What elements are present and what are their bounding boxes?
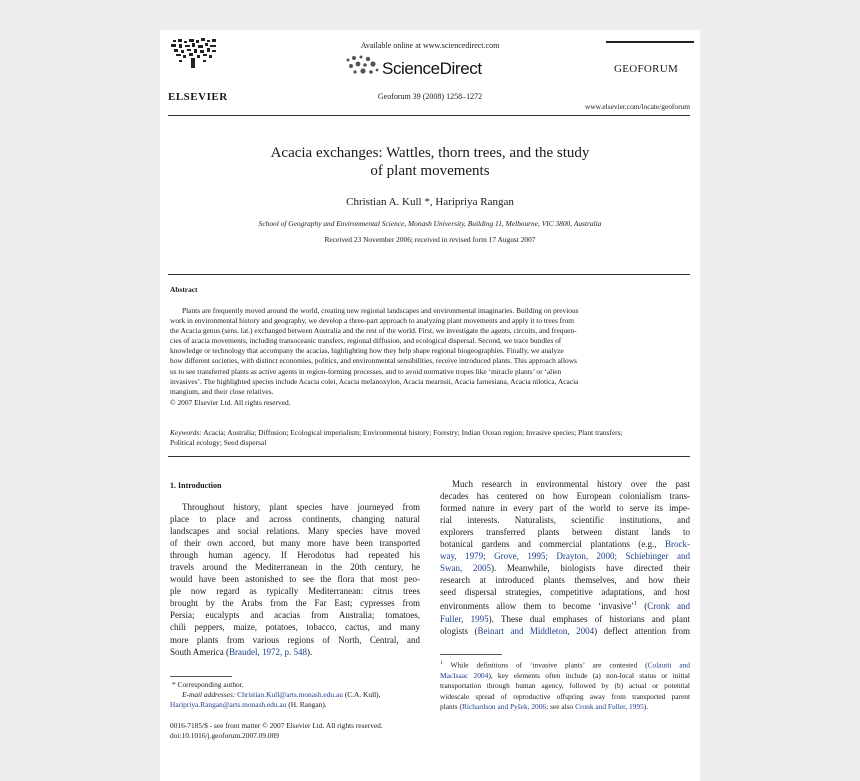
elsevier-tree-logo-icon: [167, 38, 225, 76]
footnote-line: transportation through human agency, followed by (b) actual or potential: [440, 681, 690, 691]
text-line: through human agency. If Herodotus had repeated his: [170, 550, 420, 561]
citation-link[interactable]: Cronk and: [647, 601, 690, 612]
citation-link[interactable]: Swan, 2005: [440, 563, 491, 574]
journal-logo-rule: [606, 41, 694, 43]
email-link[interactable]: Haripriya.Rangan@arts.monash.edu.au: [170, 700, 287, 710]
text-line: would have been astonished to see the flora that most peo-: [170, 574, 420, 585]
article-title: [180, 144, 680, 180]
abstract-line: cies of acacia movements, including transoceanic transfers, regional diffusion, and ecological dispersal. Second, we trace bundles of: [170, 336, 562, 346]
text-line: ologists (Beinart and Middleton, 2004) deflect attention from: [440, 625, 690, 636]
footnote-1: $^1$ While definitions of ‘invasive plants’ are contested (Colautti and MacIsaac 2004), key elements often include (a) non-local status or initial transportation through human agency, followed by (b) actual or potential widescale spread of reproductive offspring away from transported parent plants (Richardson and Pyšek, 2006; see also Cronk and Fuller, 1995).: [440, 660, 690, 712]
citation-link[interactable]: Fuller, 1995: [440, 613, 489, 624]
header-rule: [168, 115, 690, 116]
text-line: decades has centered on how European colonialism trans-: [440, 491, 690, 502]
text-line: seed dispersal strategies, competitive adaptations, and host: [440, 587, 690, 598]
text-line: ple now regard as typically Mediterranean: citrus trees: [170, 586, 420, 597]
footnote-marker[interactable]: 1: [634, 601, 638, 608]
email-link[interactable]: Christian.Kull@arts.monash.edu.au: [237, 690, 343, 700]
article-title-line: of plant movements: [370, 163, 490, 179]
corresponding-author-note: * Corresponding author. E-mail addresses: Christian.Kull@arts.monash.edu.au (C.A. Kull), Haripriya.Rangan@arts.monash.edu.au (H. Rangan).: [170, 680, 420, 711]
text-line: place to place and across continents, changing natural: [170, 514, 420, 525]
left-column-text: [170, 501, 420, 658]
footnote-line: widescale spread of reproductive offspring away from transported parent: [440, 691, 690, 701]
abstract-top-rule: [168, 274, 690, 275]
text-line: rial interests. Naturalists, scientific institutions, and: [440, 515, 690, 526]
text-line: formed nature in every part of the world to serve its impe-: [440, 503, 690, 514]
issn-line: 0016-7185/$ - see front matter © 2007 Elsevier Ltd. All rights reserved.: [170, 721, 383, 730]
footnote-rule: [170, 676, 232, 677]
citation-link[interactable]: Cronk and Fuller, 1995: [575, 702, 644, 712]
journal-logo: GEOFORUM: [614, 63, 679, 75]
abstract-heading: Abstract: [170, 285, 198, 294]
text-line: Fuller, 1995). These dual emphases of historians and plant: [440, 613, 691, 624]
citation-link[interactable]: Beinart and Middleton, 2004: [477, 625, 595, 636]
journal-url: www.elsevier.com/locate/geoforum: [584, 102, 690, 111]
text-line: more plants from various regions of North, Central, and: [170, 634, 420, 645]
citation-link[interactable]: MacIsaac 2004: [440, 670, 489, 680]
text-line: landscapes and social relations. Many species have moved: [170, 526, 420, 537]
abstract-line: knowledge or technology that accompany the acacias, highlighting how they help shape regional biogeographies. Finally, we analyze: [170, 346, 564, 356]
text-line: of their own accord, but many more have been transported: [170, 538, 420, 549]
abstract-line: Plants are frequently moved around the world, creating new regional landscapes and environmental imaginaries. Building on previous: [182, 306, 579, 315]
text-line: botanical gardens and commercial plantations (e.g., Brock-: [440, 539, 690, 550]
section-heading: 1. Introduction: [170, 481, 222, 490]
keywords-label: Keywords:: [170, 428, 202, 437]
article-title-line: Acacia exchanges: Wattles, thorn trees, and the study: [270, 145, 590, 161]
keywords-list-cont: Political ecology; Seed dispersal: [170, 438, 267, 447]
text-line: Swan, 2005). Meanwhile, biologists have directed their: [440, 563, 690, 574]
journal-citation: Geoforum 39 (2008) 1258–1272: [377, 92, 483, 101]
article-authors: Christian A. Kull *, Haripriya Rangan: [346, 196, 514, 208]
abstract-line: how different societies, with distinct economies, politics, and environmental sensibilities, receive introduced plants. This approach allows: [170, 356, 577, 366]
abstract-line: the Acacia genus (sens. lat.) exchanged between Australia and the rest of the world. First, we investigate the agents, circuits, and frequen-: [170, 326, 577, 336]
text-line: brought by the Arabs from the Far East; cypresses from: [170, 598, 420, 609]
email-label: E-mail addresses:: [182, 690, 236, 700]
text-line: environments allow them to become ‘invasive’$^1$ (Cronk and: [440, 601, 690, 612]
publisher-wordmark: ELSEVIER: [168, 91, 228, 103]
doi-line: doi:10.1016/j.geoforum.2007.09.009: [170, 731, 280, 740]
citation-link[interactable]: Brock-: [665, 539, 690, 550]
abstract-line: invasives’. The highlighted species include Acacia colei, Acacia melanoxylon, Acacia mearnsii, Acacia farnesiana, Acacia nilotica, Acacia: [170, 376, 579, 386]
abstract-line: work in environmental history and geography, we develop a three-part approach to analyzing plant movements and apply it to trees from: [170, 316, 575, 326]
sciencedirect-wordmark: ScienceDirect: [382, 59, 482, 78]
citation-link[interactable]: Braudel, 1972, p. 548: [229, 646, 307, 657]
text-line: explorers transferred plants between distant lands to: [440, 527, 690, 538]
text-line: South America (Braudel, 1972, p. 548).: [170, 646, 313, 657]
text-line: chili peppers, maize, potatoes, tobacco, cactus, and many: [170, 622, 420, 633]
keywords-list: Acacia; Australia; Diffusion; Ecological imperialism; Environmental history; Forestry; Indian Ocean region; Invasive species; Plant transfers;: [201, 428, 623, 437]
text-line: Throughout history, plant species have journeyed from: [182, 502, 420, 512]
abstract-line: mangium, and their close relatives.: [170, 386, 274, 396]
received-dates: Received 23 November 2006; received in revised form 17 August 2007: [324, 235, 536, 244]
text-line: travels around the Mediterranean in the 20th century, he: [170, 562, 420, 573]
abstract-copyright: © 2007 Elsevier Ltd. All rights reserved.: [170, 397, 291, 407]
text-line: [440, 550, 690, 562]
right-column-text: [440, 478, 690, 637]
text-line: research at introduced plants themselves, and how their: [440, 575, 690, 586]
text-line: Much research in environmental history over the past: [452, 479, 690, 489]
citation-link[interactable]: way, 1979; Grove, 1995; Drayton, 2000; Schiebinger and: [440, 551, 690, 562]
citation-link[interactable]: Richardson and Pyšek, 2006: [461, 702, 547, 712]
available-online-text: Available online at www.sciencedirect.com: [360, 41, 500, 50]
text-line: Persia; eucalypts and acacias from Australia; tomatoes,: [170, 610, 420, 621]
corresponding-author: * Corresponding author.: [172, 680, 244, 689]
journal-page: [160, 30, 700, 781]
abstract-bottom-rule: [168, 456, 690, 457]
article-affiliation: School of Geography and Environmental Science, Monash University, Building 11, Melbourne, VIC 3800, Australia: [258, 219, 602, 228]
abstract-body: [170, 306, 690, 408]
footnote-number: 1: [440, 660, 443, 666]
keywords: [170, 428, 690, 448]
sciencedirect-dots-icon: [344, 54, 380, 83]
abstract-line: us to see transferred plants as active agents in region-forming processes, and to avoid normative tropes like ‘miracle plants’ or ‘alien: [170, 366, 562, 376]
citation-link[interactable]: Colautti and: [647, 660, 690, 670]
footnote-rule: [440, 654, 502, 655]
